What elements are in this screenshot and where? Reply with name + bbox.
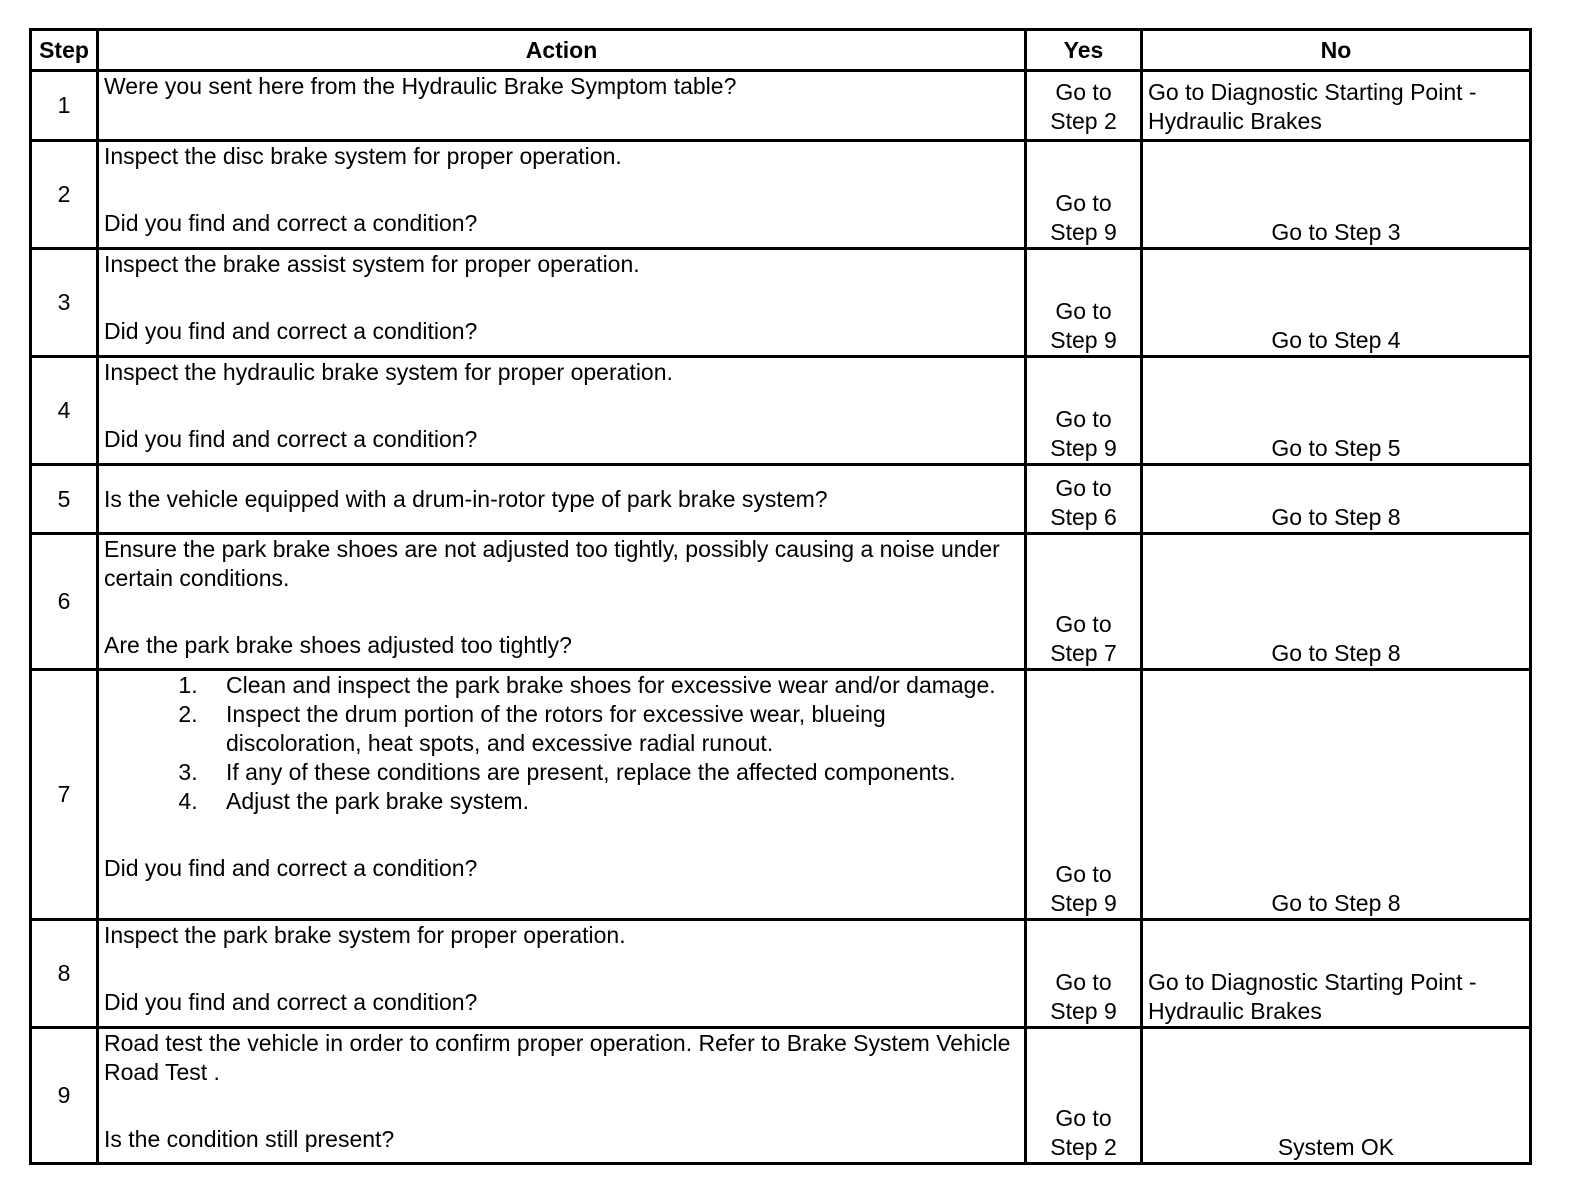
list-item: 3. If any of these conditions are present, replace the affected components.: [204, 758, 1019, 787]
list-item: 2. Inspect the drum portion of the rotors for excessive wear, blueing discoloration, heat spots, and excessive radial runout.: [204, 700, 1019, 758]
yes-link[interactable]: Go to Step 6: [1026, 465, 1142, 534]
table-row: [31, 1028, 1531, 1164]
yes-link[interactable]: Go to Step 7: [1026, 534, 1142, 670]
action-text: Inspect the brake assist system for proper operation.: [104, 251, 640, 277]
step-number: 1: [31, 71, 98, 141]
table-row: [31, 357, 1531, 465]
no-link[interactable]: Go to Diagnostic Starting Point - Hydraulic Brakes: [1142, 920, 1531, 1028]
yes-link[interactable]: Go to Step 2: [1026, 71, 1142, 141]
action-text: Inspect the park brake system for proper operation.: [104, 922, 626, 948]
no-link[interactable]: Go to Diagnostic Starting Point - Hydraulic Brakes: [1142, 71, 1531, 141]
no-link[interactable]: Go to Step 4: [1142, 249, 1531, 357]
header-step: Step: [31, 30, 98, 71]
diagnostic-table: [29, 28, 1532, 1165]
step-number: 4: [31, 357, 98, 465]
step-number: 3: [31, 249, 98, 357]
action-question: Did you find and correct a condition?: [104, 989, 478, 1015]
step-number: 6: [31, 534, 98, 670]
step-number: 5: [31, 465, 98, 534]
list-item: 1. Clean and inspect the park brake shoes for excessive wear and/or damage.: [204, 671, 1019, 700]
no-link[interactable]: Go to Step 5: [1142, 357, 1531, 465]
action-question: Is the condition still present?: [104, 1126, 395, 1152]
header-yes: Yes: [1026, 30, 1142, 71]
no-link[interactable]: Go to Step 8: [1142, 670, 1531, 920]
list-item: 4. Adjust the park brake system.: [204, 787, 1019, 816]
action-text: Inspect the hydraulic brake system for proper operation.: [104, 359, 673, 385]
table-row: [31, 141, 1531, 249]
no-link[interactable]: Go to Step 8: [1142, 534, 1531, 670]
action-text: Is the vehicle equipped with a drum-in-rotor type of park brake system?: [98, 465, 1026, 534]
yes-link[interactable]: Go to Step 9: [1026, 357, 1142, 465]
table-row: [31, 534, 1531, 670]
action-text: Ensure the park brake shoes are not adjusted too tightly, possibly causing a noise under certain conditions.: [104, 536, 1000, 591]
step-number: 9: [31, 1028, 98, 1164]
header-no: No: [1142, 30, 1531, 71]
action-text: Inspect the disc brake system for proper operation.: [104, 143, 622, 169]
action-question: Did you find and correct a condition?: [104, 426, 478, 452]
yes-link[interactable]: Go to Step 9: [1026, 249, 1142, 357]
header-action: Action: [98, 30, 1026, 71]
yes-link[interactable]: Go to Step 9: [1026, 670, 1142, 920]
no-link[interactable]: Go to Step 3: [1142, 141, 1531, 249]
header-row: [31, 30, 1531, 71]
yes-link[interactable]: Go to Step 9: [1026, 141, 1142, 249]
action-text: Road test the vehicle in order to confirm proper operation. Refer to Brake System Vehicle Road Test .: [104, 1030, 1011, 1085]
action-question: Did you find and correct a condition?: [104, 318, 478, 344]
yes-link[interactable]: Go to Step 2: [1026, 1028, 1142, 1164]
yes-link[interactable]: Go to Step 9: [1026, 920, 1142, 1028]
action-question: Did you find and correct a condition?: [104, 855, 478, 881]
table-row: [31, 71, 1531, 141]
step-number: 7: [31, 670, 98, 920]
procedure-list: [104, 671, 1019, 816]
no-link[interactable]: System OK: [1142, 1028, 1531, 1164]
step-number: 2: [31, 141, 98, 249]
table-row: [31, 920, 1531, 1028]
action-question: Did you find and correct a condition?: [104, 210, 478, 236]
table-row: [31, 465, 1531, 534]
table-row: [31, 249, 1531, 357]
no-link[interactable]: Go to Step 8: [1142, 465, 1531, 534]
table-row: [31, 670, 1531, 920]
action-text: Were you sent here from the Hydraulic Brake Symptom table?: [98, 71, 1026, 141]
step-number: 8: [31, 920, 98, 1028]
action-question: Are the park brake shoes adjusted too tightly?: [104, 632, 572, 658]
